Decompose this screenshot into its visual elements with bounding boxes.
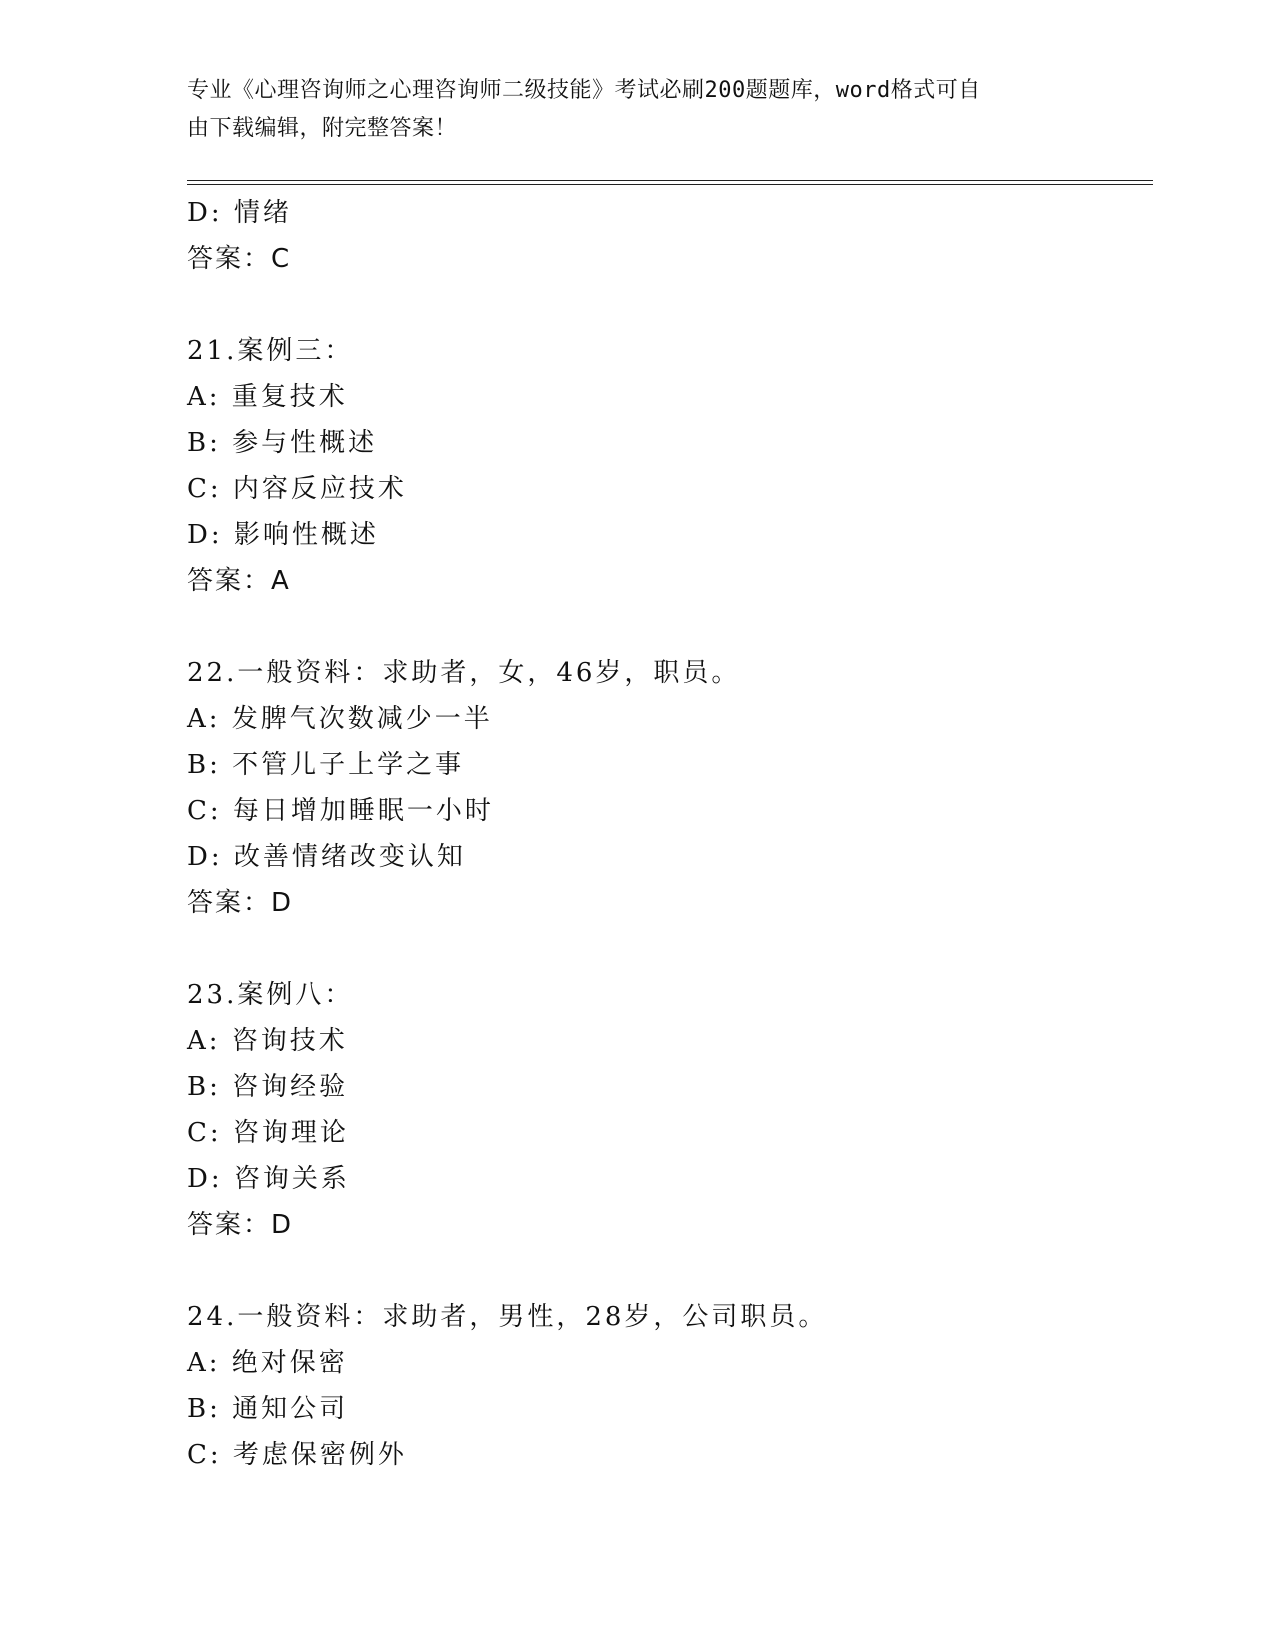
option-line: D: 情绪 — [187, 198, 292, 228]
question-stem: 22.一般资料：求助者，女，46岁，职员。 — [187, 658, 741, 688]
question-stem: 24.一般资料：求助者，男性，28岁，公司职员。 — [187, 1302, 828, 1332]
option-line: D: 咨询关系 — [187, 1164, 350, 1194]
option-line: B: 咨询经验 — [187, 1072, 349, 1102]
answer-line: 答案：D — [187, 888, 294, 918]
answer-line: 答案：D — [187, 1210, 294, 1240]
option-line: A: 发脾气次数减少一半 — [187, 704, 493, 734]
header-title-line-2: 由下载编辑，附完整答案！ — [187, 116, 458, 141]
option-line: A: 绝对保密 — [187, 1348, 348, 1378]
option-line: B: 不管儿子上学之事 — [187, 750, 465, 780]
option-line: C: 每日增加睡眠一小时 — [187, 796, 494, 826]
option-line: A: 咨询技术 — [187, 1026, 348, 1056]
question-stem: 21.案例三： — [187, 336, 354, 366]
answer-line: 答案：C — [187, 244, 292, 274]
option-line: B: 通知公司 — [187, 1394, 349, 1424]
option-line: C: 内容反应技术 — [187, 474, 407, 504]
option-line: B: 参与性概述 — [187, 428, 378, 458]
spacer — [187, 1248, 1153, 1294]
spacer — [187, 282, 1153, 328]
option-line: C: 考虑保密例外 — [187, 1440, 407, 1470]
option-line: D: 影响性概述 — [187, 520, 379, 550]
answer-line: 答案：A — [187, 566, 291, 596]
spacer — [187, 926, 1153, 972]
spacer — [187, 604, 1153, 650]
document-header — [187, 72, 1087, 148]
header-divider-bottom — [187, 184, 1153, 185]
question-list — [187, 190, 1153, 1478]
option-line: C: 咨询理论 — [187, 1118, 349, 1148]
header-title-line-1: 专业《心理咨询师之心理咨询师二级技能》考试必刷200题题库，word格式可自 — [187, 78, 981, 103]
question-stem: 23.案例八： — [187, 980, 354, 1010]
header-divider-top — [187, 180, 1153, 181]
option-line: D: 改善情绪改变认知 — [187, 842, 466, 872]
option-line: A: 重复技术 — [187, 382, 348, 412]
